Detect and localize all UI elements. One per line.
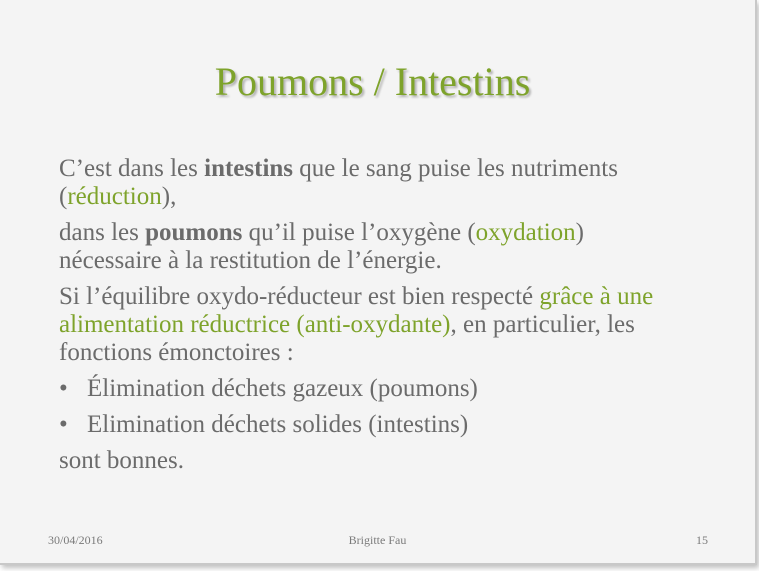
bullet-icon: •: [59, 375, 68, 402]
bullet-icon: •: [59, 411, 68, 438]
footer-author: Brigitte Fau: [348, 533, 407, 547]
bullet-text: Elimination déchets solides (intestins): [87, 411, 469, 438]
bullet-item: [59, 375, 689, 403]
bullet-item: [59, 411, 689, 439]
text-segment: que le sang puise les nutriments (: [59, 155, 618, 210]
footer-date: 30/04/2016: [48, 533, 103, 547]
highlight-reduction: réduction: [67, 183, 162, 210]
bullet-text: Élimination déchets gazeux (poumons): [87, 375, 478, 402]
text-segment: ),: [161, 183, 177, 210]
text-segment: dans les: [59, 219, 146, 246]
bold-term-poumons: poumons: [145, 219, 243, 246]
paragraph-equilibre: [59, 283, 689, 367]
footer-page-number: 15: [696, 533, 708, 547]
paragraph-intestins: [59, 155, 689, 211]
paragraph-poumons: [59, 219, 689, 275]
slide-body: [59, 155, 689, 483]
text-segment: Si l’équilibre oxydo-réducteur est bien respecté: [59, 283, 540, 310]
text-segment: , en particulier, les fonctions émonctoires :: [59, 311, 635, 366]
bold-term-intestins: intestins: [204, 155, 294, 182]
highlight-alimentation: grâce à une alimentation réductrice (anti-oxydante): [59, 283, 654, 338]
text-segment: C’est dans les: [59, 155, 205, 182]
highlight-oxydation: oxydation: [475, 219, 576, 246]
slide-title: Poumons / Intestins: [214, 59, 531, 104]
closing-text: sont bonnes.: [59, 447, 184, 474]
text-segment: ) nécessaire à la restitution de l’énergie.: [59, 219, 584, 274]
text-segment: qu’il puise l’oxygène (: [242, 219, 476, 246]
